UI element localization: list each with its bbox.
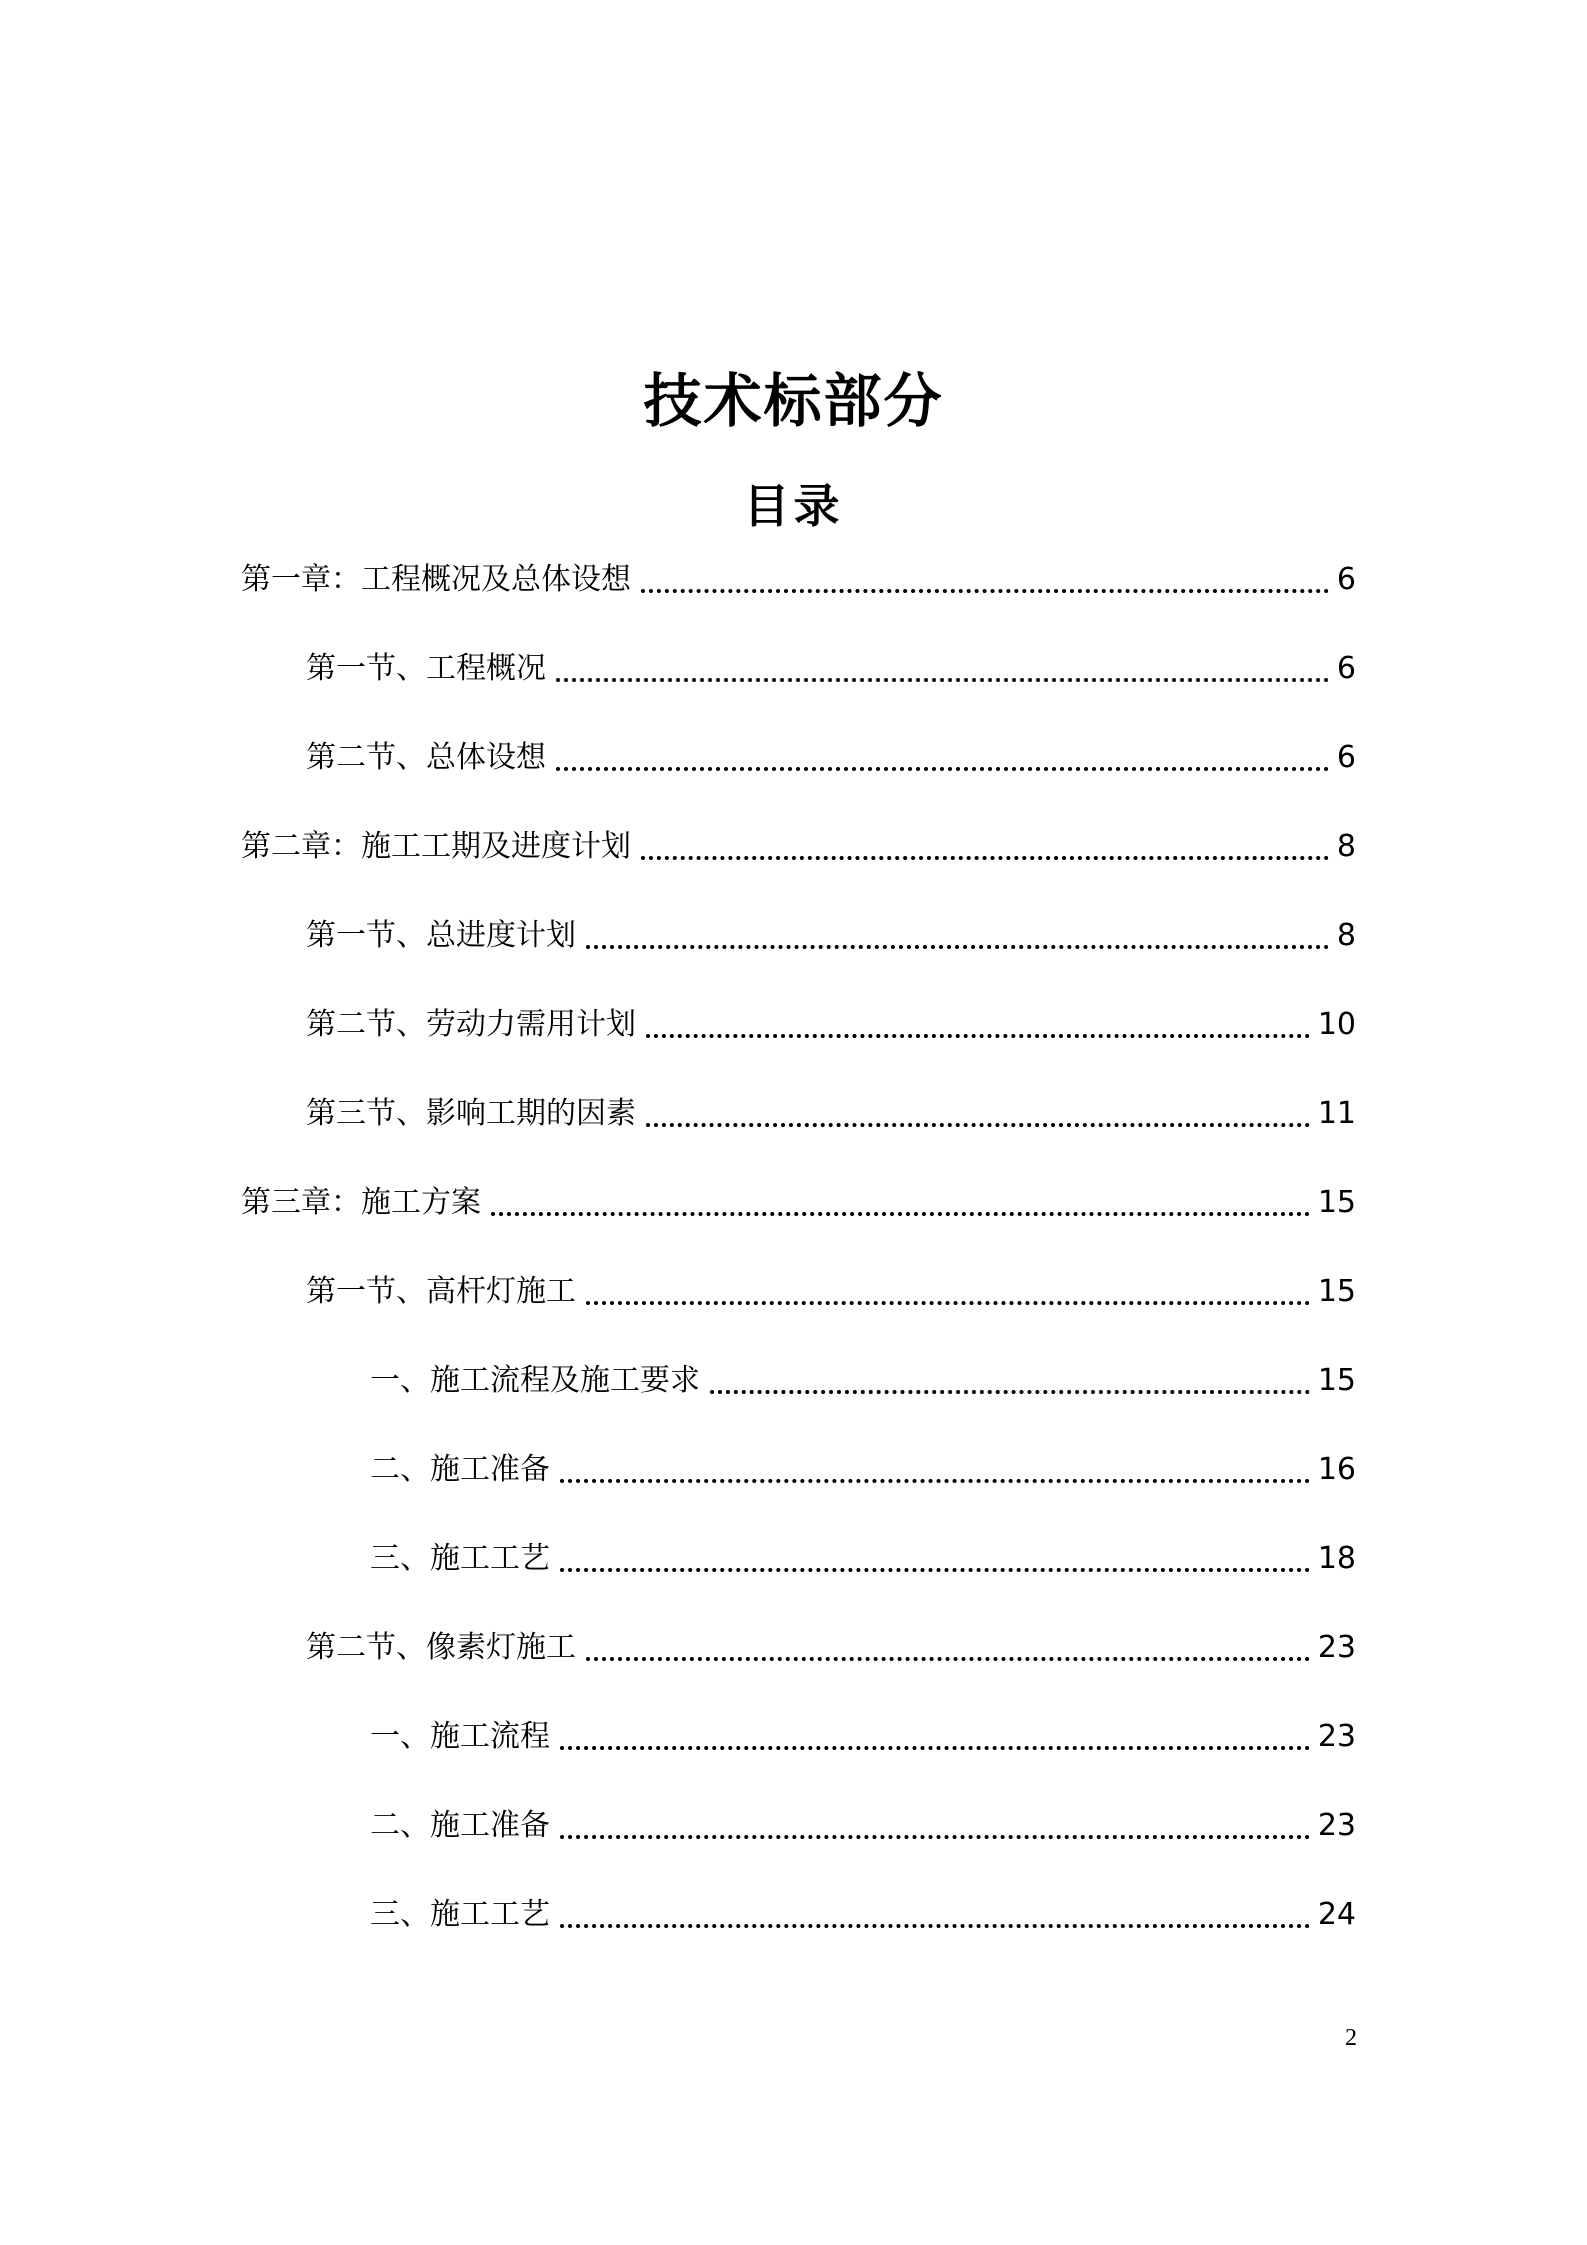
toc-entry-section[interactable] (306, 644, 1356, 694)
toc-entry-subsection[interactable] (370, 1445, 1356, 1495)
toc-entry-title: 第二节、像素灯施工 (306, 1630, 576, 1665)
toc-entry-title: 第一节、总进度计划 (306, 918, 576, 953)
toc-entry-page: 18 (1317, 1541, 1356, 1576)
toc-dot-leader (491, 1212, 1310, 1216)
toc-entry-section[interactable] (306, 733, 1356, 783)
toc-entry-title: 第二节、总体设想 (306, 740, 546, 775)
toc-entry-subsection[interactable] (370, 1801, 1356, 1851)
toc-entry-title: 第一节、工程概况 (306, 651, 546, 686)
toc-dot-leader (560, 1924, 1310, 1928)
toc-entry-page: 23 (1317, 1719, 1356, 1754)
toc-entry-title: 一、施工流程 (370, 1719, 550, 1754)
toc-entry-chapter-1[interactable] (241, 555, 1356, 605)
toc-entry-title: 二、施工准备 (370, 1452, 550, 1487)
toc-entry-page: 8 (1336, 918, 1356, 953)
toc-dot-leader (560, 1479, 1310, 1483)
toc-entry-title: 第一节、高杆灯施工 (306, 1274, 576, 1309)
toc-entry-page: 15 (1317, 1274, 1356, 1309)
toc-entry-section[interactable] (306, 911, 1356, 961)
toc-dot-leader (586, 1657, 1310, 1661)
toc-entry-page: 6 (1336, 562, 1356, 597)
toc-entry-title: 第二章：施工工期及进度计划 (241, 829, 631, 864)
toc-entry-page: 15 (1317, 1185, 1356, 1220)
toc-dot-leader (560, 1568, 1310, 1572)
toc-dot-leader (646, 1034, 1310, 1038)
toc-entry-title: 三、施工工艺 (370, 1897, 550, 1932)
toc-entry-page: 16 (1317, 1452, 1356, 1487)
toc-entry-title: 二、施工准备 (370, 1808, 550, 1843)
document-title: 技术标部分 (643, 366, 944, 435)
toc-entry-subsection[interactable] (370, 1890, 1356, 1940)
toc-entry-title: 第二节、劳动力需用计划 (306, 1007, 636, 1042)
toc-entry-page: 8 (1336, 829, 1356, 864)
toc-entry-title: 第一章：工程概况及总体设想 (241, 562, 631, 597)
toc-dot-leader (641, 589, 1329, 593)
toc-entry-title: 三、施工工艺 (370, 1541, 550, 1576)
toc-entry-section[interactable] (306, 1000, 1356, 1050)
toc-entry-subsection[interactable] (370, 1356, 1356, 1406)
toc-dot-leader (560, 1835, 1310, 1839)
toc-dot-leader (646, 1123, 1310, 1127)
toc-entry-page: 23 (1317, 1630, 1356, 1665)
page-number: 2 (1345, 2025, 1357, 2051)
toc-dot-leader (556, 767, 1329, 771)
toc-entry-page: 11 (1317, 1096, 1356, 1131)
toc-entry-title: 第三章：施工方案 (241, 1185, 481, 1220)
toc-entry-chapter-2[interactable] (241, 822, 1356, 872)
toc-dot-leader (556, 678, 1329, 682)
toc-entry-page: 23 (1317, 1808, 1356, 1843)
toc-entry-page: 6 (1336, 740, 1356, 775)
toc-entry-chapter-3[interactable] (241, 1178, 1356, 1228)
toc-dot-leader (560, 1746, 1310, 1750)
toc-entry-page: 24 (1317, 1897, 1356, 1932)
toc-entry-section[interactable] (306, 1623, 1356, 1673)
toc-dot-leader (586, 945, 1329, 949)
toc-dot-leader (586, 1301, 1310, 1305)
toc-entry-title: 一、施工流程及施工要求 (370, 1363, 700, 1398)
toc-entry-section[interactable] (306, 1267, 1356, 1317)
toc-entry-page: 10 (1317, 1007, 1356, 1042)
toc-entry-subsection[interactable] (370, 1712, 1356, 1762)
toc-dot-leader (710, 1390, 1310, 1394)
toc-entry-page: 6 (1336, 651, 1356, 686)
toc-entry-subsection[interactable] (370, 1534, 1356, 1584)
toc-entry-section[interactable] (306, 1089, 1356, 1139)
toc-entry-title: 第三节、影响工期的因素 (306, 1096, 636, 1131)
toc-heading: 目录 (743, 479, 844, 534)
toc-dot-leader (641, 856, 1329, 860)
toc-entry-page: 15 (1317, 1363, 1356, 1398)
